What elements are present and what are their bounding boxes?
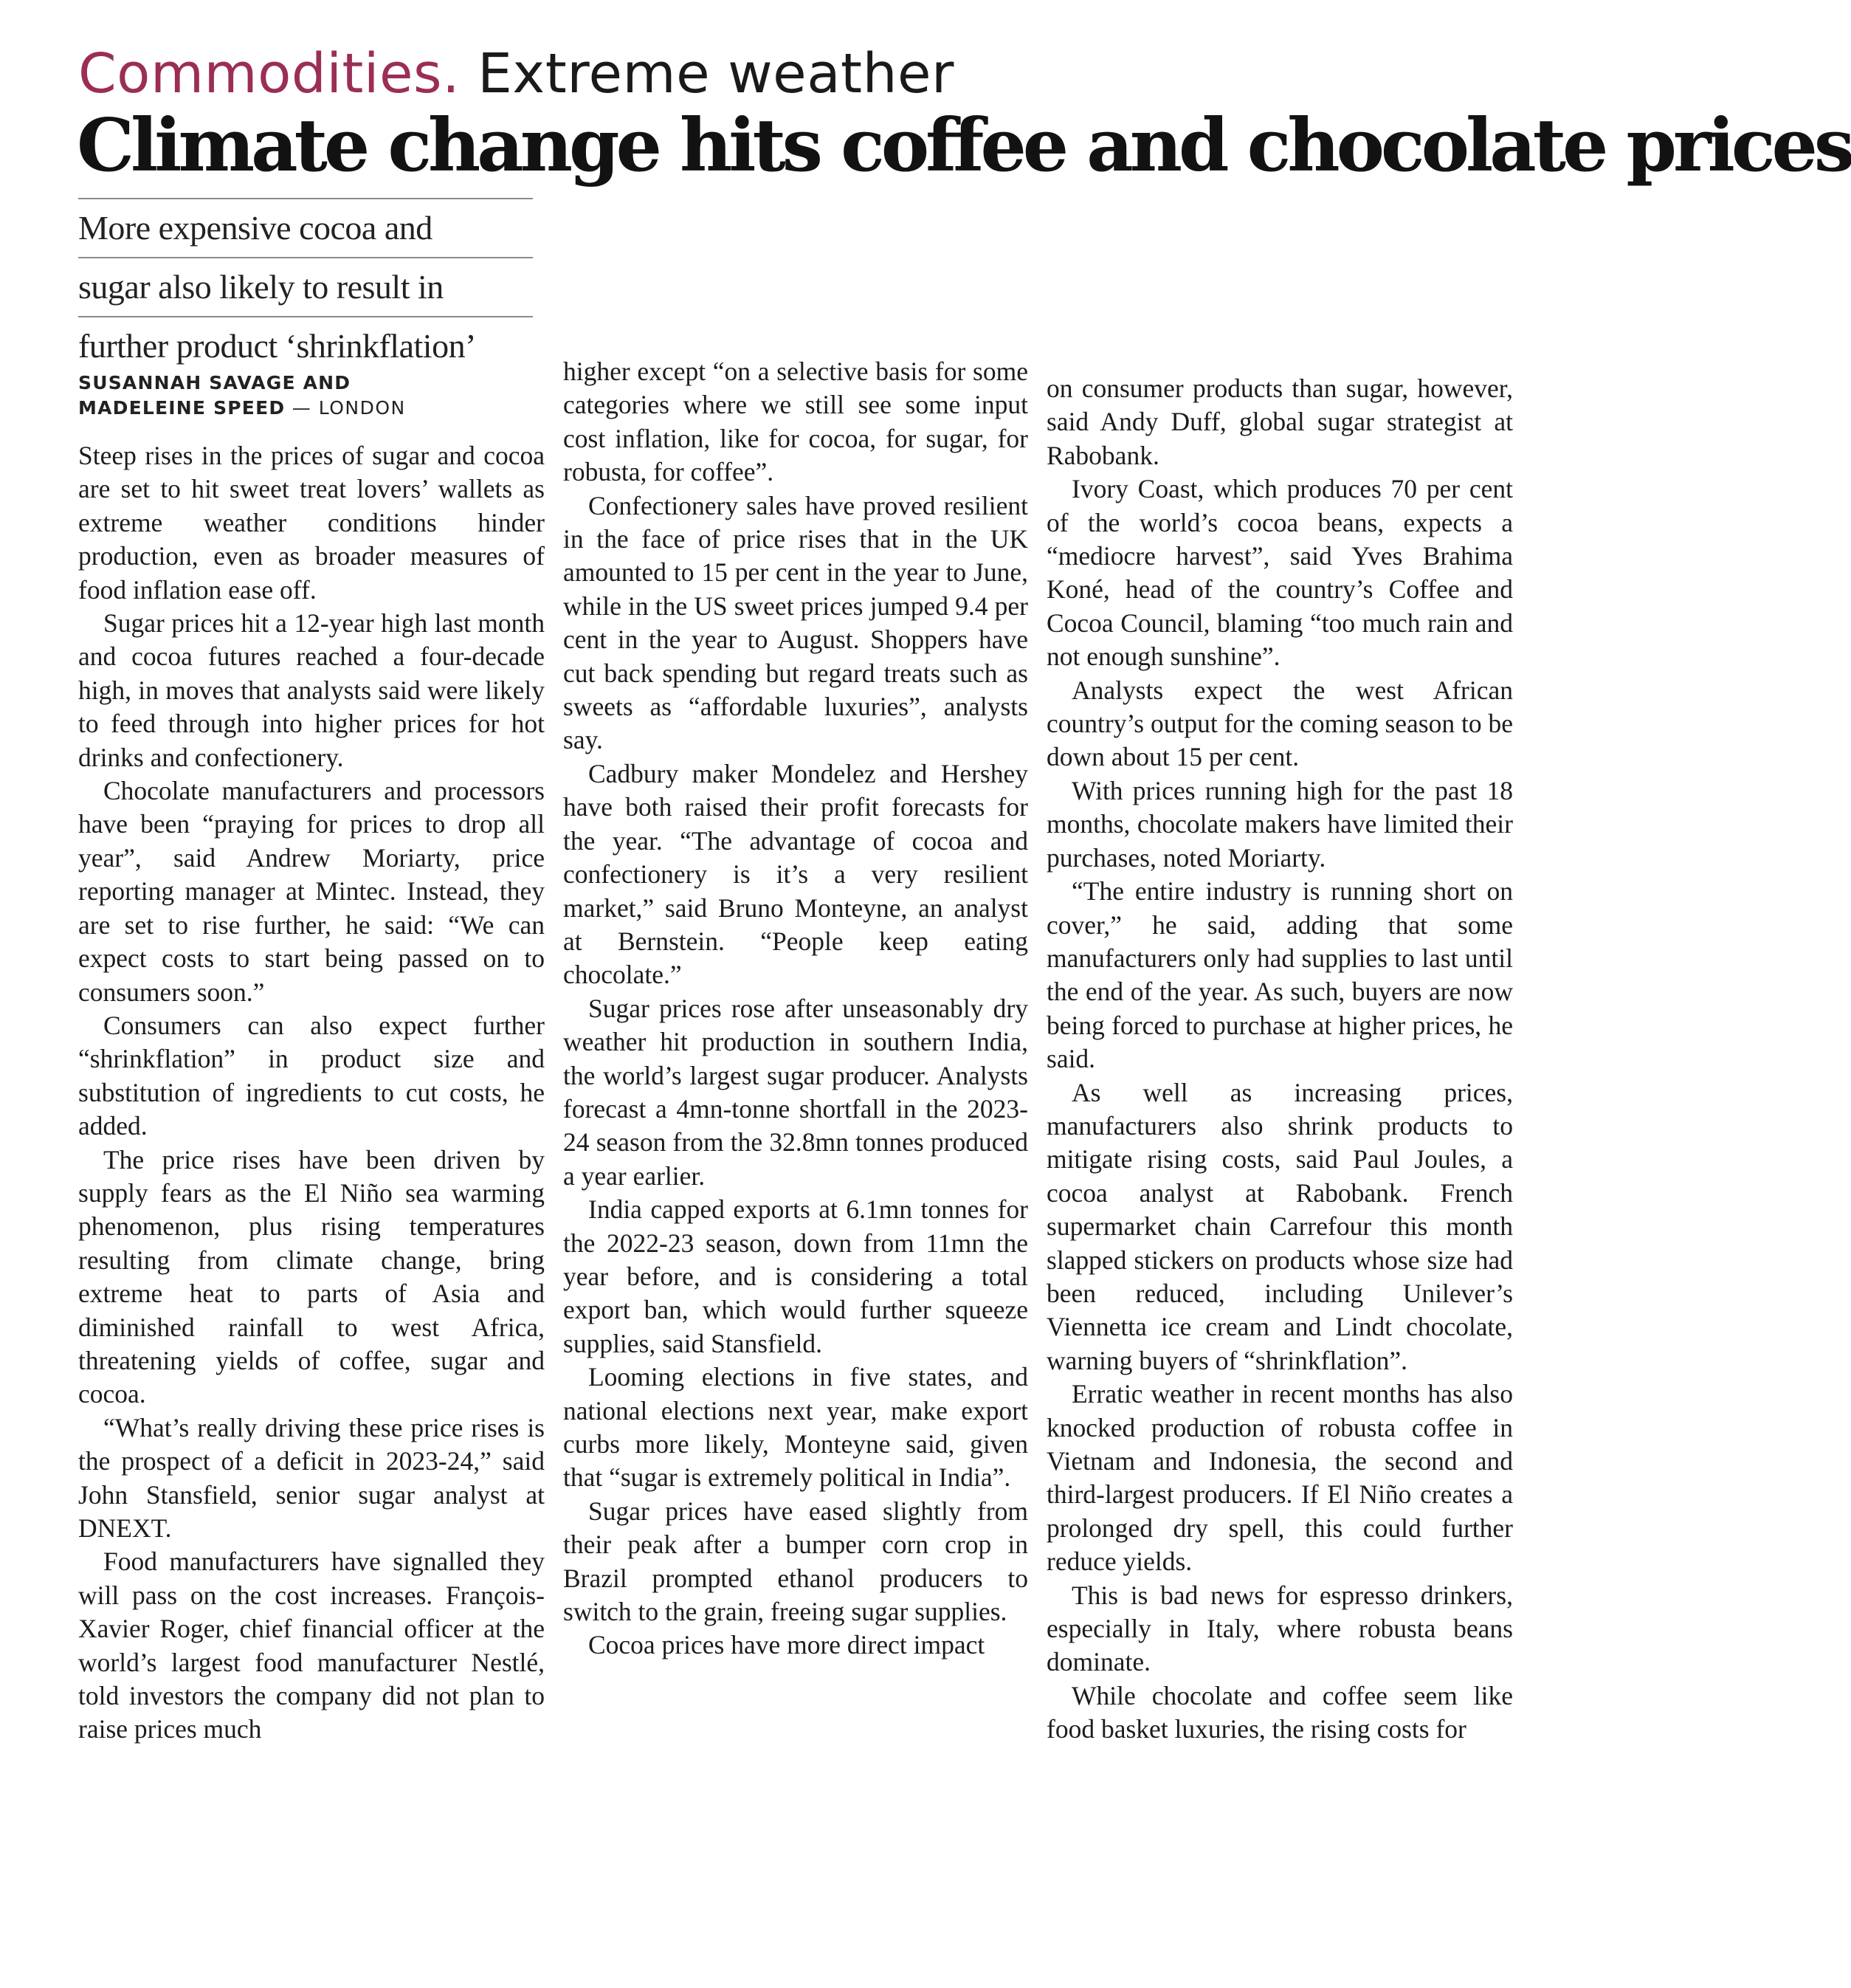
- paragraph: Cocoa prices have more direct impact: [588, 1630, 985, 1660]
- paragraph: Food manufacturers have signalled they will pass on the cost increases. François-Xavier Roger, chief financial officer at the world’s largest food manufacturer Nestlé, told investors the company did not plan to raise prices much: [78, 1547, 545, 1744]
- paragraph: With prices running high for the past 18 months, chocolate makers have limited their purchases, noted Moriarty.: [1047, 775, 1513, 873]
- byline-authors-line: SUSANNAH SAVAGE AND: [78, 372, 351, 393]
- paragraph: on consumer products than sugar, however, said Andy Duff, global sugar strategist at Rabobank.: [1047, 374, 1513, 470]
- standfirst-line: More expensive cocoa and: [78, 198, 533, 257]
- article-column-2: [563, 355, 1028, 1662]
- byline: [78, 371, 533, 421]
- paragraph: “What’s really driving these price rises is the prospect of a deficit in 2023-24,” said John Stansfield, senior sugar analyst at DNEXT.: [78, 1412, 545, 1543]
- paragraph: Cadbury maker Mondelez and Hershey have both raised their profit forecasts for the year. “The advantage of cocoa and confectionery is it’s a very resilient market,” said Bruno Monteyne, an analyst at Bernstein. “People keep eating chocolate.”: [563, 758, 1028, 990]
- paragraph: Looming elections in five states, and national elections next year, make export curbs more likely, Monteyne said, given that “sugar is extremely political in India”.: [563, 1362, 1028, 1493]
- topic-label: Extreme weather: [478, 42, 954, 106]
- article-kicker: [78, 38, 954, 109]
- paragraph: higher except “on a selective basis for some categories where we still see some input cost inflation, like for cocoa, for sugar, for robusta, for coffee”.: [563, 357, 1028, 487]
- paragraph: The price rises have been driven by supply fears as the El Niño sea warming phenomenon, plus rising temperatures resulting from climate change, bring extreme heat to parts of Asia and diminished rainfall to west Africa, threatening yields of coffee, sugar and cocoa.: [78, 1144, 545, 1409]
- paragraph: Sugar prices hit a 12-year high last month and cocoa futures reached a four-decade high, in moves that analysts said were likely to feed through into higher prices for hot drinks and confectionery.: [78, 608, 545, 772]
- byline-location: — LONDON: [285, 397, 406, 419]
- paragraph: Steep rises in the prices of sugar and cocoa are set to hit sweet treat lovers’ wallets as extreme weather conditions hinder production, even as broader measures of food inflation ease off.: [78, 441, 545, 605]
- article-column-3: [1047, 372, 1513, 1747]
- paragraph: Confectionery sales have proved resilient in the face of price rises that in the UK amounted to 15 per cent in the year to June, while in the US sweet prices jumped 9.4 per cent in the year to August. Shoppers have cut back spending but regard treats such as sweets as “affordable luxuries”, analysts say.: [563, 490, 1028, 755]
- paragraph: Erratic weather in recent months has also knocked production of robusta coffee in Vietnam and Indonesia, the second and third-largest producers. If El Niño creates a prolonged dry spell, this could further reduce yields.: [1047, 1379, 1513, 1577]
- standfirst-line: further product ‘shrinkflation’: [78, 316, 533, 375]
- byline-author: MADELEINE SPEED: [78, 397, 286, 419]
- paragraph: Sugar prices rose after unseasonably dry weather hit production in southern India, the world’s largest sugar producer. Analysts forecast a 4mn-tonne shortfall in the 2023-24 season from the 32.8mn tonnes produced a year earlier.: [563, 993, 1028, 1191]
- paragraph: As well as increasing prices, manufacturers also shrink products to mitigate rising costs, said Paul Joules, a cocoa analyst at Rabobank. French supermarket chain Carrefour this month slapped stickers on products whose size had been reduced, including Unilever’s Viennetta ice cream and Lindt chocolate, warning buyers of “shrinkflation”.: [1047, 1077, 1513, 1375]
- paragraph: This is bad news for espresso drinkers, especially in Italy, where robusta beans dominate.: [1047, 1580, 1513, 1677]
- paragraph: Sugar prices have eased slightly from their peak after a bumper corn crop in Brazil prompted ethanol producers to switch to the grain, freeing sugar supplies.: [563, 1496, 1028, 1627]
- paragraph: Analysts expect the west African country’s output for the coming season to be down about 15 per cent.: [1047, 675, 1513, 772]
- paragraph: “The entire industry is running short on cover,” he said, adding that some manufacturers only had supplies to last until the end of the year. As such, buyers are now being forced to purchase at higher prices, he said.: [1047, 876, 1513, 1074]
- article-column-1: [78, 439, 545, 1747]
- paragraph: India capped exports at 6.1mn tonnes for the 2022-23 season, down from 11mn the year before, and is considering a total export ban, which would further squeeze supplies, said Stansfield.: [563, 1194, 1028, 1358]
- section-label: Commodities.: [78, 42, 461, 106]
- paragraph: Ivory Coast, which produces 70 per cent of the world’s cocoa beans, expects a “mediocre harvest”, said Yves Brahima Koné, head of the country’s Coffee and Cocoa Council, blaming “too much rain and not enough sunshine”.: [1047, 474, 1513, 672]
- paragraph: While chocolate and coffee seem like food basket luxuries, the rising costs for: [1047, 1680, 1513, 1744]
- standfirst: [78, 198, 533, 375]
- headline: Climate change hits coffee and chocolate prices: [77, 103, 1851, 188]
- standfirst-line: sugar also likely to result in: [78, 257, 533, 316]
- paragraph: Consumers can also expect further “shrinkflation” in product size and substitution of ingredients to cut costs, he added.: [78, 1010, 545, 1141]
- paragraph: Chocolate manufacturers and processors have been “praying for prices to drop all year”, said Andrew Moriarty, price reporting manager at Mintec. Instead, they are set to rise further, he said: “We can expect costs to start being passed on to consumers soon.”: [78, 776, 545, 1007]
- byline-second-line: [78, 396, 533, 421]
